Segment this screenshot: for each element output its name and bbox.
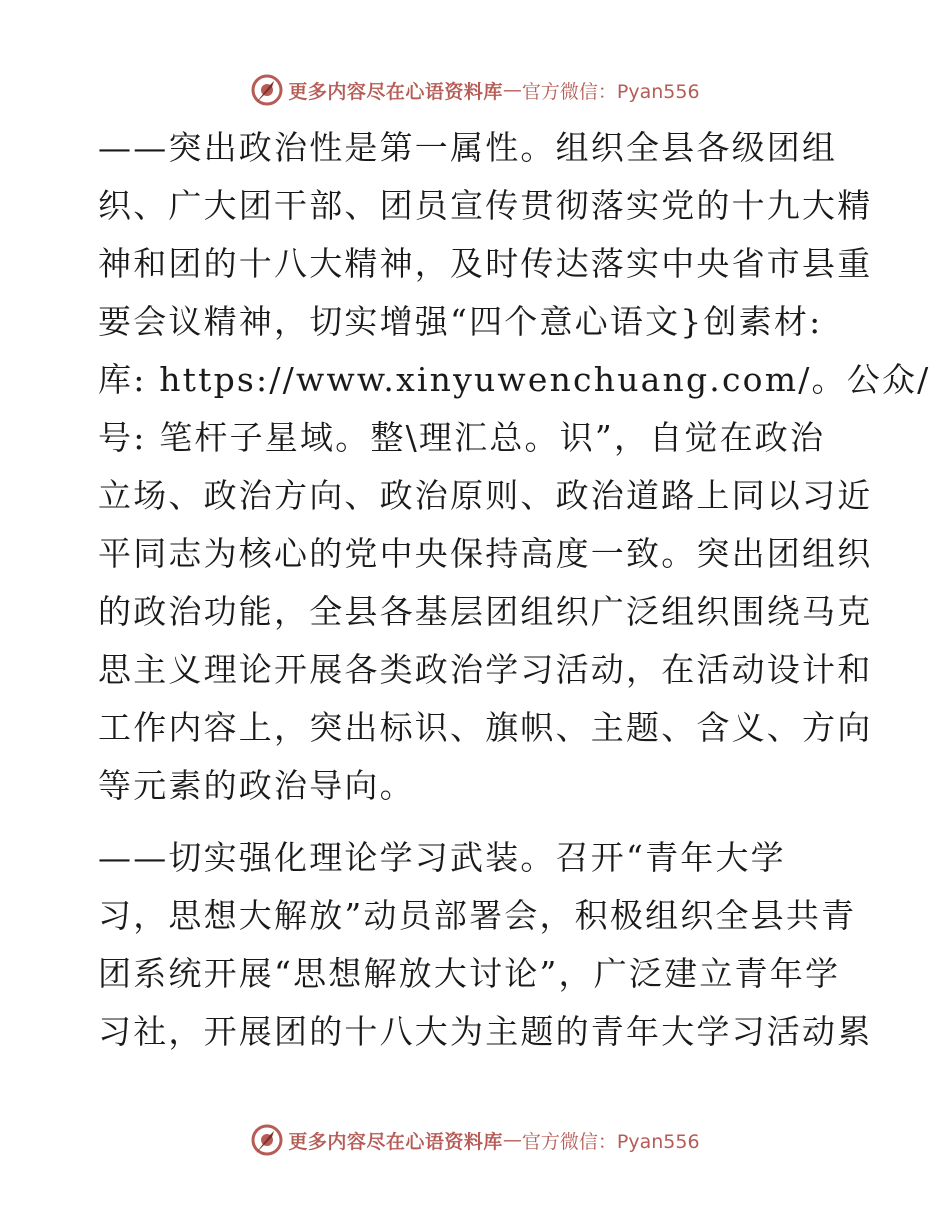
banner-text: 更多内容尽在心语资料库 xyxy=(288,80,503,103)
text-line: 库: https://www.xinyuwenchuang.com/。公众/ xyxy=(98,360,931,399)
text-line: ——突出政治性是第一属性。组织全县各级团组 xyxy=(98,128,838,167)
quill-seal-icon xyxy=(250,73,284,107)
banner-separator: — xyxy=(502,79,522,101)
header-banner xyxy=(0,70,950,110)
text-line: 织、广大团干部、团员宣传贯彻落实党的十九大精 xyxy=(98,186,873,225)
document-body xyxy=(98,119,931,1061)
text-line: 习，思想大解放”动员部署会，积极组织全县共青 xyxy=(98,896,857,935)
text-line: 立场、政治方向、政治原则、政治道路上同以习近 xyxy=(98,476,873,515)
paragraph-theory-study xyxy=(98,829,873,1061)
text-line: 工作内容上，突出标识、旗帜、主题、含义、方向 xyxy=(98,708,873,747)
banner-separator: — xyxy=(502,1129,522,1151)
banner-wechat: 官方微信：Pyan556 xyxy=(521,80,700,103)
footer-banner xyxy=(0,1120,950,1160)
text-line: 习社，开展团的十八大为主题的青年大学习活动累 xyxy=(98,1012,873,1051)
text-line: 等元素的政治导向。 xyxy=(98,766,415,805)
text-line: 要会议精神，切实增强“四个意心语文}创素材: xyxy=(98,302,823,341)
text-line: 神和团的十八大精神，及时传达落实中央省市县重 xyxy=(98,244,873,283)
text-line: 团系统开展“思想解放大讨论”，广泛建立青年学 xyxy=(98,954,841,993)
text-line: 的政治功能，全县各基层团组织广泛组织围绕马克 xyxy=(98,592,873,631)
banner-text: 更多内容尽在心语资料库 xyxy=(288,1130,503,1153)
paragraph-gap xyxy=(98,815,858,829)
paragraph-political xyxy=(98,119,931,815)
text-line: 思主义理论开展各类政治学习活动，在活动设计和 xyxy=(98,650,873,689)
banner-wechat: 官方微信：Pyan556 xyxy=(521,1130,700,1153)
text-line: ——切实强化理论学习武装。召开“青年大学 xyxy=(98,838,786,877)
text-line: 号: 笔杆子星域。整\理汇总。识”，自觉在政治 xyxy=(98,418,826,457)
quill-seal-icon xyxy=(250,1123,284,1157)
text-line: 平同志为核心的党中央保持高度一致。突出团组织 xyxy=(98,534,873,573)
